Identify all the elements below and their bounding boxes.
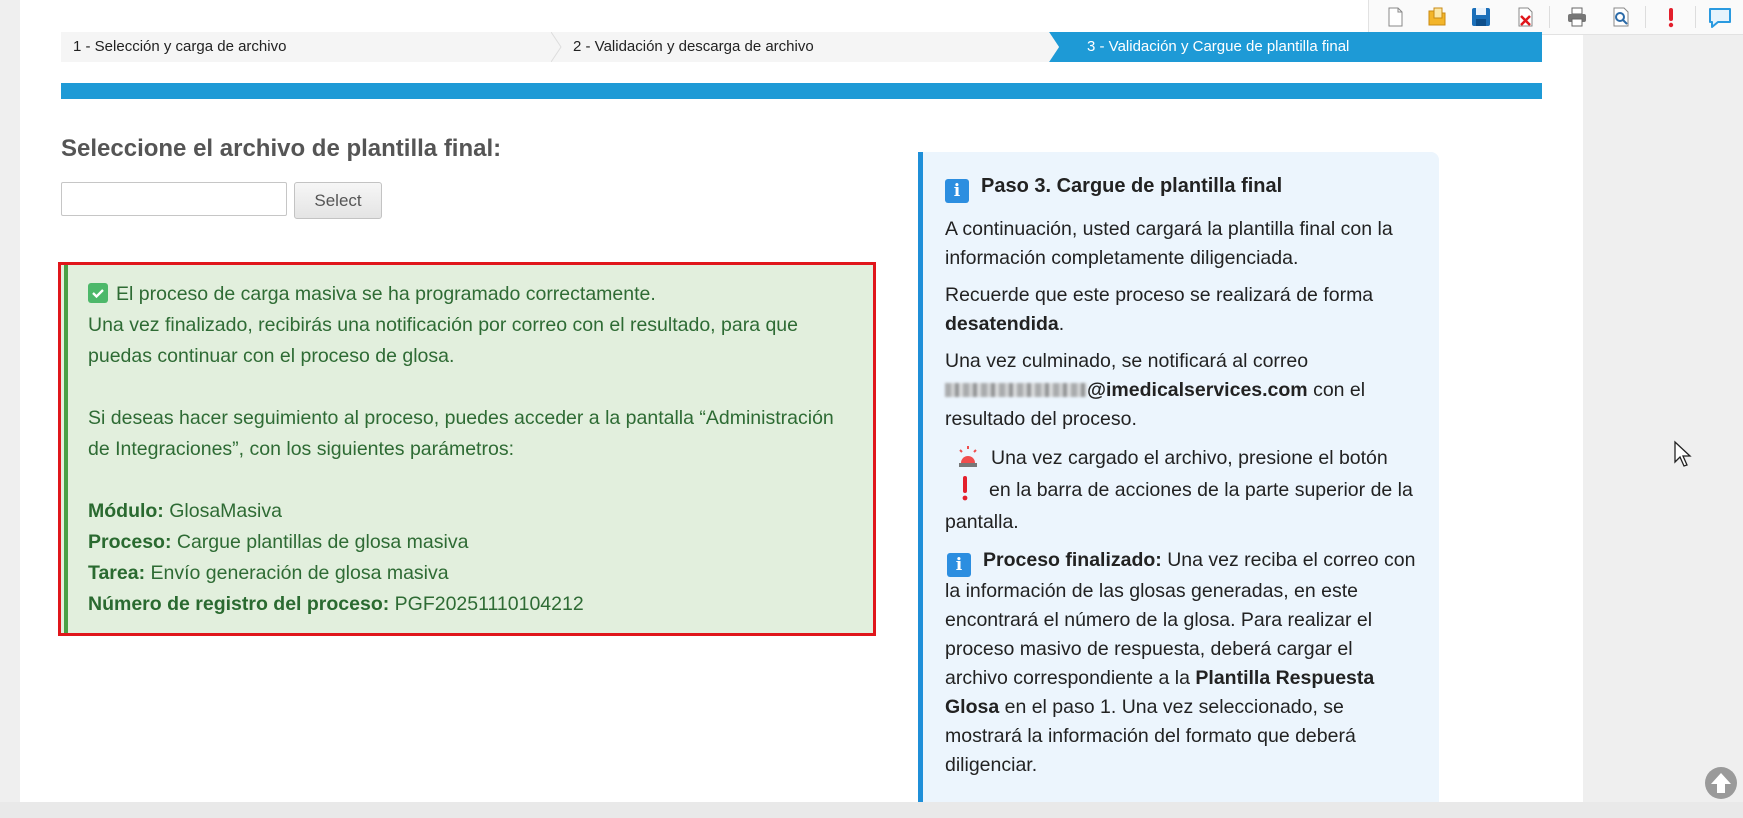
info-icon: i: [947, 553, 971, 577]
step-1[interactable]: 1 - Selección y carga de archivo: [61, 32, 559, 62]
scroll-to-top-icon[interactable]: [1704, 766, 1738, 800]
preview-search-icon[interactable]: [1609, 5, 1633, 29]
success-message-content: [64, 265, 873, 633]
action-toolbar: [1368, 0, 1743, 35]
info-icon: i: [945, 179, 969, 203]
chat-icon[interactable]: [1707, 5, 1731, 29]
param-registro: [88, 589, 853, 620]
param-value: PGF20251110104212: [394, 593, 584, 615]
save-icon[interactable]: [1469, 5, 1493, 29]
success-line-1: Una vez finalizado, recibirás una notificación por correo con el resultado, para que puedas continuar con el proceso de glosa.: [88, 314, 798, 367]
info-paragraph-4: Una vez cargado el archivo, presione el botón en la barra de acciones de la parte superior de la pantalla.: [945, 442, 1417, 538]
open-folder-icon[interactable]: [1425, 5, 1449, 29]
select-file-button[interactable]: Select: [294, 182, 382, 219]
param-tarea: [88, 558, 853, 589]
instructions-panel: [918, 152, 1439, 802]
progress-bar: [61, 83, 1542, 99]
param-proceso: [88, 527, 853, 558]
success-line-2: Si deseas hacer seguimiento al proceso, puedes acceder a la pantalla “Administración de Integraciones”, con los siguientes parámetros:: [88, 407, 834, 460]
panel-title: Paso 3. Cargue de plantilla final: [981, 175, 1283, 197]
step-2[interactable]: 2 - Validación y descarga de archivo: [559, 32, 1059, 62]
toolbar-separator: [1549, 6, 1550, 28]
param-value: GlosaMasiva: [169, 500, 282, 522]
param-label: Módulo:: [88, 500, 164, 522]
param-label: Tarea:: [88, 562, 146, 584]
param-label: Proceso:: [88, 531, 172, 553]
info-paragraph-5: i Proceso finalizado: Una vez reciba el correo con la información de las glosas generadas, en este encontrará el número de la glosa. Para realizar el proceso masivo de respuesta, deberá cargar el archivo correspondiente a la Plantilla Respuesta Glosa en el paso 1. Una vez seleccionado, se mostrará la información del formato que deberá diligenciar.: [945, 549, 1416, 776]
check-icon: [88, 283, 108, 303]
toolbar-separator: [1695, 6, 1696, 28]
file-path-input[interactable]: [61, 182, 287, 216]
bottom-strip: [0, 802, 1743, 818]
param-label: Número de registro del proceso:: [88, 593, 390, 615]
step-3-active[interactable]: 3 - Validación y Cargue de plantilla final: [1059, 32, 1542, 62]
info-paragraph-1: A continuación, usted cargará la plantilla final con la información completamente diligenciada.: [945, 218, 1393, 269]
wizard-steps: [61, 32, 1542, 62]
toolbar-separator: [1645, 6, 1646, 28]
delete-icon[interactable]: [1513, 5, 1537, 29]
upload-title: Seleccione el archivo de plantilla final:: [61, 135, 502, 162]
print-icon[interactable]: [1565, 5, 1589, 29]
alarm-icon: [955, 443, 981, 469]
mouse-cursor: [1673, 440, 1693, 468]
info-paragraph-2: Recuerde que este proceso se realizará de forma desatendida.: [945, 284, 1374, 335]
step-divider: [551, 32, 569, 62]
info-paragraph-3: Una vez culminado, se notificará al correo @imedicalservices.com con el resultado del proceso.: [945, 350, 1366, 430]
param-modulo: [88, 496, 853, 527]
new-document-icon[interactable]: [1383, 5, 1407, 29]
alert-exclamation-icon[interactable]: [1659, 5, 1683, 29]
success-message-box: [58, 262, 876, 636]
param-value: Envío generación de glosa masiva: [150, 562, 449, 584]
exclamation-icon: [959, 474, 971, 502]
success-headline: El proceso de carga masiva se ha programado correctamente.: [116, 283, 656, 305]
email-domain: @imedicalservices.com: [1087, 379, 1308, 401]
redacted-email-user: [945, 383, 1087, 397]
step-divider: [1049, 32, 1067, 62]
param-value: Cargue plantillas de glosa masiva: [176, 531, 469, 553]
